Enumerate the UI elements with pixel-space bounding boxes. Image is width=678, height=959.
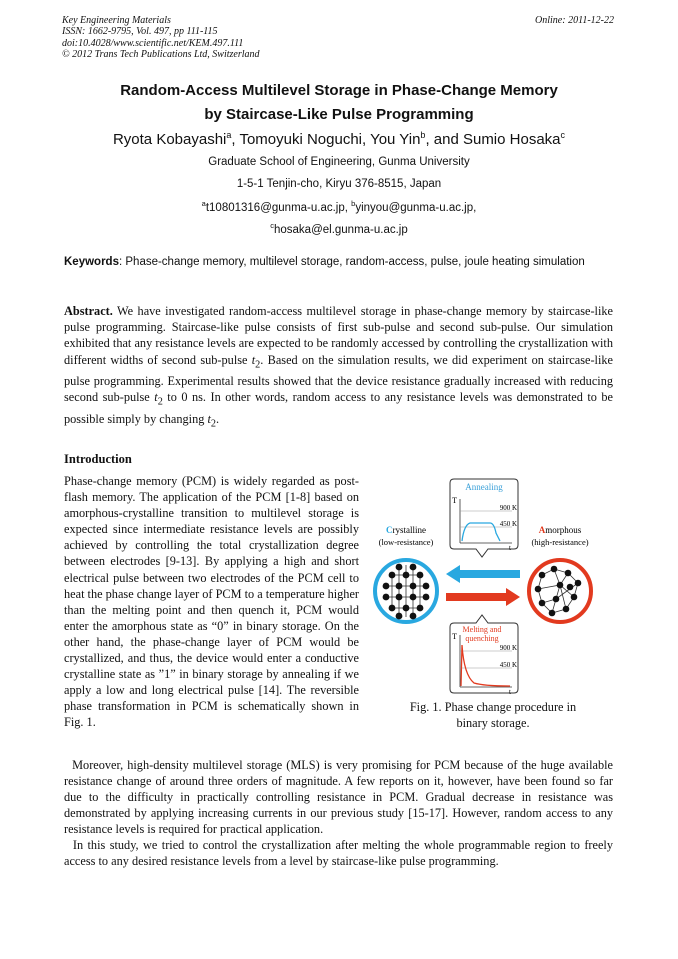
amorphous-network [529,560,591,622]
section-heading: Introduction [64,452,132,466]
melting-label: Melting and [462,625,502,634]
temperature-axis-label: T [452,632,457,641]
variable-t: t [251,352,256,367]
crystalline-label: Crystalline [386,525,426,535]
intro-paragraph-3 [64,837,613,869]
variable-t: t [154,390,158,405]
temp-900k-label: 900 K [499,504,517,512]
abstract-text: . [216,412,220,427]
variable-subscript: 2 [210,418,217,430]
abstract-label: Abstract. [64,304,113,318]
author-mark: c [560,130,566,140]
variable-subscript: 2 [157,396,163,408]
amorphous-sublabel: (high-resistance) [531,537,589,547]
time-axis-label: t [509,544,511,552]
abstract-text: to 0 ns. In other words, random access to any resistance levels was demonstrated to be possible simply by changing [64,390,613,427]
author-list [0,130,678,148]
keywords-separator: : [118,256,123,268]
journal-name: Key Engineering Materials [62,15,171,26]
email-mark: a [201,199,206,208]
variable-subscript: 2 [255,359,261,371]
crystallize-arrow-icon [446,565,520,583]
temp-450k-label: 450 K [499,520,517,528]
figure-caption-line2: binary storage. [456,715,530,730]
author-name: , and Sumio Hosaka [425,131,561,148]
time-axis-label: t [509,688,511,696]
temp-900k-label: 900 K [499,644,517,652]
keywords-label: Keywords [64,256,119,268]
email-mark: b [351,199,356,208]
email-link[interactable]: t10801316@gunma-u.ac.jp, [205,201,352,214]
figure-caption [372,700,614,731]
author-mark: b [420,130,426,140]
crystalline-sublabel: (low-resistance) [378,537,434,547]
affiliation-email-c [0,221,678,236]
figure-caption-line1: Fig. 1. Phase change procedure in [409,700,577,714]
annealing-label: Annealing [465,482,503,492]
intro-paragraph-2-text: Moreover, high-density multilevel storage (MLS) is very promising for PCM because of the huge available resistance change of around three orders of magnitude. A few reports on it, however, have been found so far due to the difficulty in practically controlling resistance in PCM. Gradual decrease in resistance was demonstrated by applying increasing currents in our previous study [15-17]. However, random access to any resistance levels is required for practical application. [64,758,613,837]
temp-450k-label: 450 K [499,661,517,669]
keywords-block [64,255,613,269]
amorphous-label: Amorphous [538,525,582,535]
variable-t: t [207,412,211,427]
temperature-axis-label: T [452,496,457,505]
email-link[interactable]: hosaka@el.gunma-u.ac.jp [273,223,408,236]
annealing-callout [450,479,518,557]
melting-callout [450,615,518,696]
paper-title-line1: Random-Access Multilevel Storage in Phase-Change Memory [120,82,558,99]
amorphize-arrow-icon [446,588,520,606]
affiliation-emails [0,199,678,214]
intro-paragraph-3-text: In this study, we tried to control the crystallization after melting the whole programmable region to freely access to any desired resistance levels from a level by staircase-like pulse programming. [64,838,613,869]
crystalline-lattice [375,560,437,622]
affiliation-address: 1-5-1 Tenjin-cho, Kiryu 376-8515, Japan [236,178,442,190]
author-name: , Tomoyuki Noguchi, You Yin [231,131,421,148]
abstract [64,303,613,433]
author-mark: a [226,130,232,140]
online-date: Online: 2011-12-22 [535,15,614,26]
copyright-line: © 2012 Trans Tech Publications Ltd, Switzerland [62,49,260,61]
doi-link[interactable]: doi:10.4028/www.scientific.net/KEM.497.111 [62,37,244,49]
intro-paragraph-2 [64,757,613,837]
affiliation-school: Graduate School of Engineering, Gunma University [208,156,470,168]
figure-1 [370,475,614,735]
email-link[interactable]: yinyou@gunma-u.ac.jp, [355,201,477,214]
journal-header [62,15,260,61]
keywords-text: Phase-change memory, multilevel storage, random-access, pulse, joule heating simulation [125,256,585,268]
author-name: Ryota Kobayashi [112,131,227,148]
quenching-label: quenching [465,634,499,643]
intro-paragraph-1: Phase-change memory (PCM) is widely regarded as post-flash memory. The application of the PCM [1-8] based on amorphous-crystalline transition to multilevel storage is expected since intermediate resistance levels are possibly achieved by controlling the total crystallization degree between electrodes [9-13]. By applying a high and short electrical pulse between two electrodes of the PCM cell to heat the phase change layer of PCM to a temperature higher than the melting point and then quench it, PCM would enter the amorphous state as “0” in binary storage. On the other hand, the phase-change layer of PCM would be crystallized, and thus, the device would enter a conductive crystalline state as ”1” in binary storage by annealing if we apply a low and long electrical pulse [14]. The reversible phase transformation in PCM is schematically shown in Fig. 1. [64,474,360,730]
paper-title-line2: by Staircase-Like Pulse Programming [204,106,474,123]
abstract-text: We have investigated random-access multilevel storage in phase-change memory by staircase-like pulse programming. Staircase-like pulse consists of first sub-pulse and second sub-pulse. Our simulation exhibited that any resistance levels are expected to be randomly accessed by controlling the crystallization with different widths of second sub-pulse [64,304,613,367]
abstract-text: . Based on the simulation results, we did experiment on staircase-like pulse programming. Experimental results showed that the device resistance gradually increased with reducing second sub-pulse [64,352,613,405]
email-mark: c [270,221,274,230]
issn-line: ISSN: 1662-9795, Vol. 497, pp 111-115 [62,26,218,38]
